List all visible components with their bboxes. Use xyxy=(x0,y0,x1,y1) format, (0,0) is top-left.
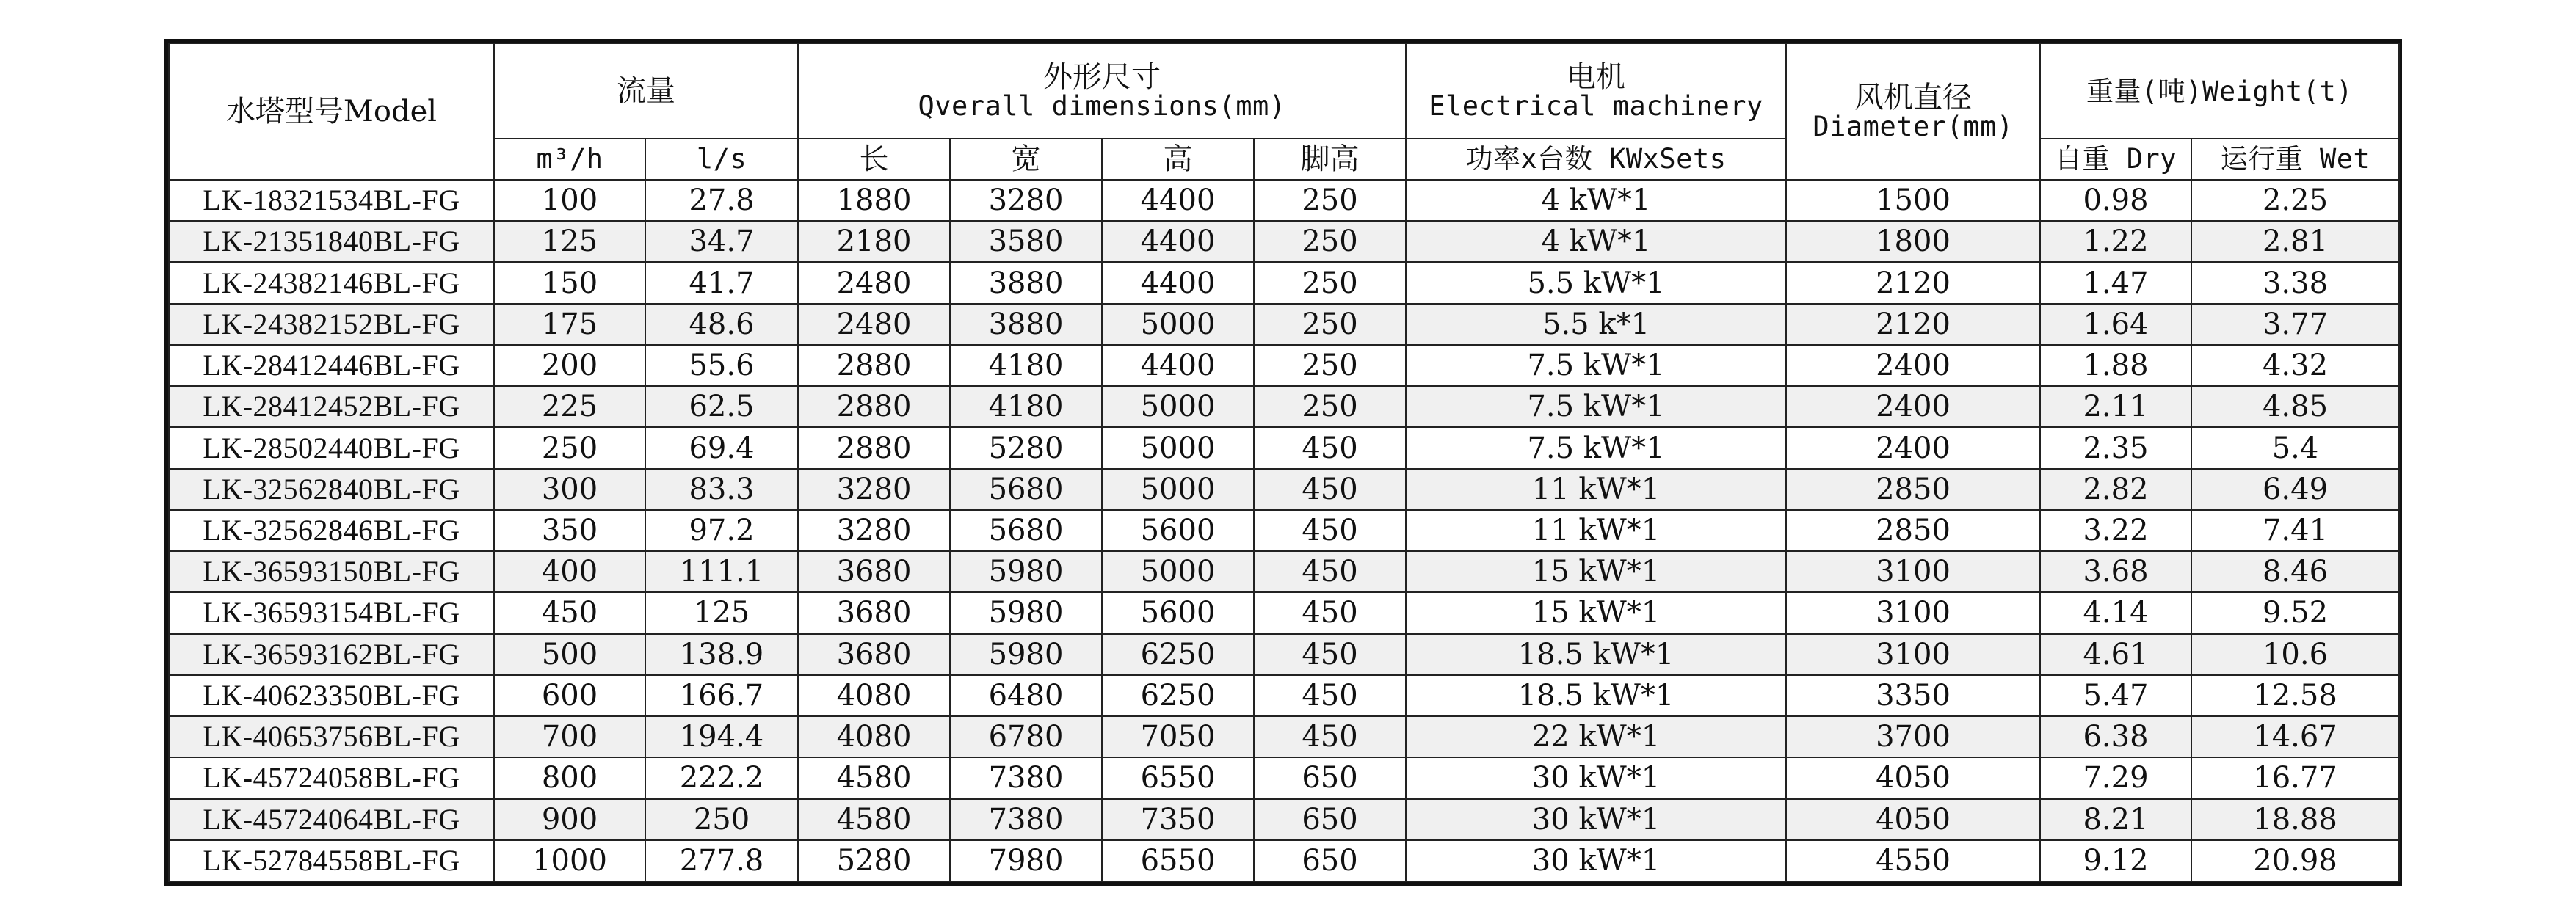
cell-flow-ls: 69.4 xyxy=(645,427,798,468)
cell-model: LK-36593150BL-FG xyxy=(169,551,494,592)
cell-foot-height: 250 xyxy=(1254,221,1406,262)
cell-foot-height: 250 xyxy=(1254,304,1406,345)
cell-length: 3280 xyxy=(798,510,950,551)
cell-length: 2480 xyxy=(798,262,950,303)
cell-width: 5280 xyxy=(950,427,1102,468)
cell-width: 4180 xyxy=(950,386,1102,427)
table-row xyxy=(169,799,2399,840)
cell-width: 5980 xyxy=(950,551,1102,592)
cell-fan-diameter: 3350 xyxy=(1786,675,2040,716)
cell-weight-wet: 7.41 xyxy=(2191,510,2399,551)
cell-height: 6550 xyxy=(1102,840,1254,881)
cell-weight-dry: 9.12 xyxy=(2040,840,2191,881)
header-fan-diameter xyxy=(1786,43,2040,180)
cell-power: 30 kW*1 xyxy=(1406,799,1786,840)
cell-weight-dry: 1.22 xyxy=(2040,221,2191,262)
cell-flow-m3h: 150 xyxy=(494,262,645,303)
cell-length: 5280 xyxy=(798,840,950,881)
cell-weight-dry: 4.14 xyxy=(2040,592,2191,633)
cell-width: 5980 xyxy=(950,634,1102,675)
cell-weight-wet: 3.77 xyxy=(2191,304,2399,345)
cell-flow-m3h: 400 xyxy=(494,551,645,592)
cell-power: 7.5 kW*1 xyxy=(1406,345,1786,386)
cell-power: 11 kW*1 xyxy=(1406,510,1786,551)
cell-foot-height: 450 xyxy=(1254,427,1406,468)
table-row xyxy=(169,716,2399,757)
cell-weight-wet: 2.81 xyxy=(2191,221,2399,262)
cell-fan-diameter: 3100 xyxy=(1786,634,2040,675)
cell-length: 3680 xyxy=(798,551,950,592)
cell-width: 5680 xyxy=(950,469,1102,510)
cell-height: 5600 xyxy=(1102,510,1254,551)
cell-foot-height: 450 xyxy=(1254,675,1406,716)
cell-flow-m3h: 450 xyxy=(494,592,645,633)
cell-weight-dry: 5.47 xyxy=(2040,675,2191,716)
cell-fan-diameter: 3100 xyxy=(1786,551,2040,592)
cell-length: 4080 xyxy=(798,675,950,716)
cell-height: 4400 xyxy=(1102,345,1254,386)
cell-height: 4400 xyxy=(1102,221,1254,262)
cell-foot-height: 250 xyxy=(1254,262,1406,303)
cell-weight-dry: 0.98 xyxy=(2040,180,2191,221)
cell-flow-ls: 62.5 xyxy=(645,386,798,427)
cell-model: LK-52784558BL-FG xyxy=(169,840,494,881)
cell-fan-diameter: 1500 xyxy=(1786,180,2040,221)
cell-flow-m3h: 300 xyxy=(494,469,645,510)
cell-fan-diameter: 2400 xyxy=(1786,345,2040,386)
cell-length: 4580 xyxy=(798,757,950,798)
cell-flow-ls: 277.8 xyxy=(645,840,798,881)
cell-flow-m3h: 200 xyxy=(494,345,645,386)
cell-power: 4 kW*1 xyxy=(1406,180,1786,221)
cell-flow-ls: 48.6 xyxy=(645,304,798,345)
cell-power: 11 kW*1 xyxy=(1406,469,1786,510)
cell-weight-wet: 20.98 xyxy=(2191,840,2399,881)
cell-width: 4180 xyxy=(950,345,1102,386)
cell-flow-ls: 55.6 xyxy=(645,345,798,386)
cell-fan-diameter: 2400 xyxy=(1786,386,2040,427)
cell-width: 3880 xyxy=(950,304,1102,345)
cell-weight-dry: 3.68 xyxy=(2040,551,2191,592)
cell-weight-wet: 6.49 xyxy=(2191,469,2399,510)
cell-flow-m3h: 700 xyxy=(494,716,645,757)
cell-flow-ls: 83.3 xyxy=(645,469,798,510)
cell-weight-wet: 2.25 xyxy=(2191,180,2399,221)
cell-height: 6250 xyxy=(1102,634,1254,675)
table-row xyxy=(169,386,2399,427)
cell-foot-height: 250 xyxy=(1254,386,1406,427)
cell-width: 7380 xyxy=(950,799,1102,840)
table-row xyxy=(169,551,2399,592)
table-body xyxy=(169,180,2399,881)
cell-power: 5.5 k*1 xyxy=(1406,304,1786,345)
header-dimensions xyxy=(798,43,1406,139)
cell-model: LK-45724064BL-FG xyxy=(169,799,494,840)
table-row xyxy=(169,634,2399,675)
cell-height: 6250 xyxy=(1102,675,1254,716)
header-flow: 流量 xyxy=(494,43,798,139)
cell-foot-height: 450 xyxy=(1254,716,1406,757)
cell-length: 3680 xyxy=(798,634,950,675)
header-flow-ls: l/s xyxy=(645,139,798,180)
table-row xyxy=(169,840,2399,881)
cell-power: 7.5 kW*1 xyxy=(1406,427,1786,468)
cell-weight-wet: 9.52 xyxy=(2191,592,2399,633)
cell-foot-height: 650 xyxy=(1254,799,1406,840)
cell-fan-diameter: 2850 xyxy=(1786,469,2040,510)
cell-flow-m3h: 125 xyxy=(494,221,645,262)
cell-height: 4400 xyxy=(1102,180,1254,221)
cell-model: LK-28502440BL-FG xyxy=(169,427,494,468)
table-row xyxy=(169,510,2399,551)
cell-height: 6550 xyxy=(1102,757,1254,798)
header-weight: 重量(吨)Weight(t) xyxy=(2040,43,2399,139)
cell-weight-dry: 8.21 xyxy=(2040,799,2191,840)
cell-length: 3680 xyxy=(798,592,950,633)
cell-height: 5000 xyxy=(1102,386,1254,427)
cell-flow-m3h: 175 xyxy=(494,304,645,345)
cell-flow-ls: 166.7 xyxy=(645,675,798,716)
cell-flow-ls: 97.2 xyxy=(645,510,798,551)
cell-model: LK-28412452BL-FG xyxy=(169,386,494,427)
cell-model: LK-36593162BL-FG xyxy=(169,634,494,675)
cell-length: 2880 xyxy=(798,345,950,386)
cell-weight-wet: 8.46 xyxy=(2191,551,2399,592)
header-dimensions-en: Qverall dimensions(mm) xyxy=(918,90,1286,122)
table-row xyxy=(169,304,2399,345)
cell-width: 6480 xyxy=(950,675,1102,716)
cell-weight-dry: 2.11 xyxy=(2040,386,2191,427)
cell-power: 18.5 kW*1 xyxy=(1406,634,1786,675)
cell-foot-height: 650 xyxy=(1254,757,1406,798)
cell-height: 7050 xyxy=(1102,716,1254,757)
header-width: 宽 xyxy=(950,139,1102,180)
cell-height: 5000 xyxy=(1102,427,1254,468)
cell-height: 5000 xyxy=(1102,551,1254,592)
cell-fan-diameter: 2400 xyxy=(1786,427,2040,468)
cell-flow-ls: 41.7 xyxy=(645,262,798,303)
cell-weight-dry: 1.88 xyxy=(2040,345,2191,386)
cell-weight-dry: 3.22 xyxy=(2040,510,2191,551)
cell-flow-ls: 27.8 xyxy=(645,180,798,221)
table-row xyxy=(169,345,2399,386)
cell-model: LK-36593154BL-FG xyxy=(169,592,494,633)
cell-fan-diameter: 2850 xyxy=(1786,510,2040,551)
header-motor-en: Electrical machinery xyxy=(1429,90,1763,122)
cell-weight-wet: 12.58 xyxy=(2191,675,2399,716)
cell-power: 15 kW*1 xyxy=(1406,592,1786,633)
cell-weight-wet: 5.4 xyxy=(2191,427,2399,468)
cell-width: 7980 xyxy=(950,840,1102,881)
cell-model: LK-45724058BL-FG xyxy=(169,757,494,798)
cell-width: 5680 xyxy=(950,510,1102,551)
spec-table-container xyxy=(164,39,2402,886)
cell-fan-diameter: 1800 xyxy=(1786,221,2040,262)
cell-length: 3280 xyxy=(798,469,950,510)
cell-weight-wet: 4.85 xyxy=(2191,386,2399,427)
cell-weight-wet: 4.32 xyxy=(2191,345,2399,386)
cell-length: 4080 xyxy=(798,716,950,757)
cell-fan-diameter: 3100 xyxy=(1786,592,2040,633)
cell-weight-dry: 1.47 xyxy=(2040,262,2191,303)
cell-fan-diameter: 3700 xyxy=(1786,716,2040,757)
cell-height: 4400 xyxy=(1102,262,1254,303)
cell-weight-dry: 7.29 xyxy=(2040,757,2191,798)
cell-flow-ls: 125 xyxy=(645,592,798,633)
header-fan-cn: 风机直径 xyxy=(1854,80,1973,114)
header-model: 水塔型号Model xyxy=(169,43,494,180)
table-row xyxy=(169,592,2399,633)
cell-length: 2880 xyxy=(798,427,950,468)
cell-flow-ls: 34.7 xyxy=(645,221,798,262)
cell-height: 5000 xyxy=(1102,469,1254,510)
cell-weight-dry: 2.82 xyxy=(2040,469,2191,510)
header-flow-m3h: m³/h xyxy=(494,139,645,180)
cell-length: 1880 xyxy=(798,180,950,221)
cell-length: 2880 xyxy=(798,386,950,427)
cell-weight-wet: 16.77 xyxy=(2191,757,2399,798)
table-row xyxy=(169,427,2399,468)
table-row xyxy=(169,221,2399,262)
cell-weight-dry: 2.35 xyxy=(2040,427,2191,468)
cell-flow-m3h: 800 xyxy=(494,757,645,798)
cell-length: 4580 xyxy=(798,799,950,840)
cell-power: 18.5 kW*1 xyxy=(1406,675,1786,716)
cell-weight-wet: 10.6 xyxy=(2191,634,2399,675)
table-row xyxy=(169,180,2399,221)
cell-length: 2180 xyxy=(798,221,950,262)
cell-length: 2480 xyxy=(798,304,950,345)
cell-foot-height: 450 xyxy=(1254,551,1406,592)
cell-foot-height: 450 xyxy=(1254,634,1406,675)
cell-width: 3280 xyxy=(950,180,1102,221)
table-header xyxy=(169,43,2399,180)
table-row xyxy=(169,757,2399,798)
cell-foot-height: 450 xyxy=(1254,510,1406,551)
cell-model: LK-32562846BL-FG xyxy=(169,510,494,551)
cell-flow-m3h: 100 xyxy=(494,180,645,221)
cooling-tower-spec-table xyxy=(168,43,2400,882)
table-row xyxy=(169,675,2399,716)
header-motor xyxy=(1406,43,1786,139)
cell-model: LK-28412446BL-FG xyxy=(169,345,494,386)
cell-flow-m3h: 350 xyxy=(494,510,645,551)
header-foot-height: 脚高 xyxy=(1254,139,1406,180)
cell-width: 7380 xyxy=(950,757,1102,798)
cell-weight-wet: 14.67 xyxy=(2191,716,2399,757)
cell-width: 3880 xyxy=(950,262,1102,303)
cell-flow-m3h: 900 xyxy=(494,799,645,840)
cell-weight-wet: 18.88 xyxy=(2191,799,2399,840)
cell-model: LK-24382152BL-FG xyxy=(169,304,494,345)
cell-flow-ls: 250 xyxy=(645,799,798,840)
cell-fan-diameter: 2120 xyxy=(1786,262,2040,303)
cell-height: 5000 xyxy=(1102,304,1254,345)
cell-flow-ls: 138.9 xyxy=(645,634,798,675)
header-weight-wet: 运行重 Wet xyxy=(2191,139,2399,180)
cell-width: 3580 xyxy=(950,221,1102,262)
cell-weight-dry: 6.38 xyxy=(2040,716,2191,757)
cell-model: LK-24382146BL-FG xyxy=(169,262,494,303)
header-weight-dry: 自重 Dry xyxy=(2040,139,2191,180)
cell-model: LK-21351840BL-FG xyxy=(169,221,494,262)
cell-flow-ls: 222.2 xyxy=(645,757,798,798)
cell-flow-m3h: 500 xyxy=(494,634,645,675)
cell-flow-m3h: 225 xyxy=(494,386,645,427)
cell-width: 6780 xyxy=(950,716,1102,757)
header-length: 长 xyxy=(798,139,950,180)
cell-foot-height: 650 xyxy=(1254,840,1406,881)
cell-power: 15 kW*1 xyxy=(1406,551,1786,592)
cell-power: 30 kW*1 xyxy=(1406,840,1786,881)
cell-height: 7350 xyxy=(1102,799,1254,840)
cell-foot-height: 450 xyxy=(1254,592,1406,633)
cell-model: LK-40653756BL-FG xyxy=(169,716,494,757)
cell-fan-diameter: 4550 xyxy=(1786,840,2040,881)
cell-fan-diameter: 2120 xyxy=(1786,304,2040,345)
header-power-sets: 功率x台数 KWxSets xyxy=(1406,139,1786,180)
header-height: 高 xyxy=(1102,139,1254,180)
cell-model: LK-40623350BL-FG xyxy=(169,675,494,716)
cell-weight-dry: 1.64 xyxy=(2040,304,2191,345)
table-row xyxy=(169,262,2399,303)
cell-flow-ls: 194.4 xyxy=(645,716,798,757)
cell-fan-diameter: 4050 xyxy=(1786,757,2040,798)
cell-weight-dry: 4.61 xyxy=(2040,634,2191,675)
cell-height: 5600 xyxy=(1102,592,1254,633)
table-row xyxy=(169,469,2399,510)
cell-width: 5980 xyxy=(950,592,1102,633)
cell-weight-wet: 3.38 xyxy=(2191,262,2399,303)
cell-foot-height: 250 xyxy=(1254,180,1406,221)
cell-flow-ls: 111.1 xyxy=(645,551,798,592)
cell-power: 4 kW*1 xyxy=(1406,221,1786,262)
cell-power: 5.5 kW*1 xyxy=(1406,262,1786,303)
header-dimensions-cn: 外形尺寸 xyxy=(1043,59,1161,94)
cell-model: LK-18321534BL-FG xyxy=(169,180,494,221)
cell-power: 22 kW*1 xyxy=(1406,716,1786,757)
header-fan-en: Diameter(mm) xyxy=(1813,110,2014,142)
cell-fan-diameter: 4050 xyxy=(1786,799,2040,840)
cell-foot-height: 250 xyxy=(1254,345,1406,386)
header-motor-cn: 电机 xyxy=(1567,59,1626,94)
cell-model: LK-32562840BL-FG xyxy=(169,469,494,510)
cell-flow-m3h: 600 xyxy=(494,675,645,716)
cell-flow-m3h: 1000 xyxy=(494,840,645,881)
cell-power: 30 kW*1 xyxy=(1406,757,1786,798)
cell-power: 7.5 kW*1 xyxy=(1406,386,1786,427)
cell-foot-height: 450 xyxy=(1254,469,1406,510)
cell-flow-m3h: 250 xyxy=(494,427,645,468)
